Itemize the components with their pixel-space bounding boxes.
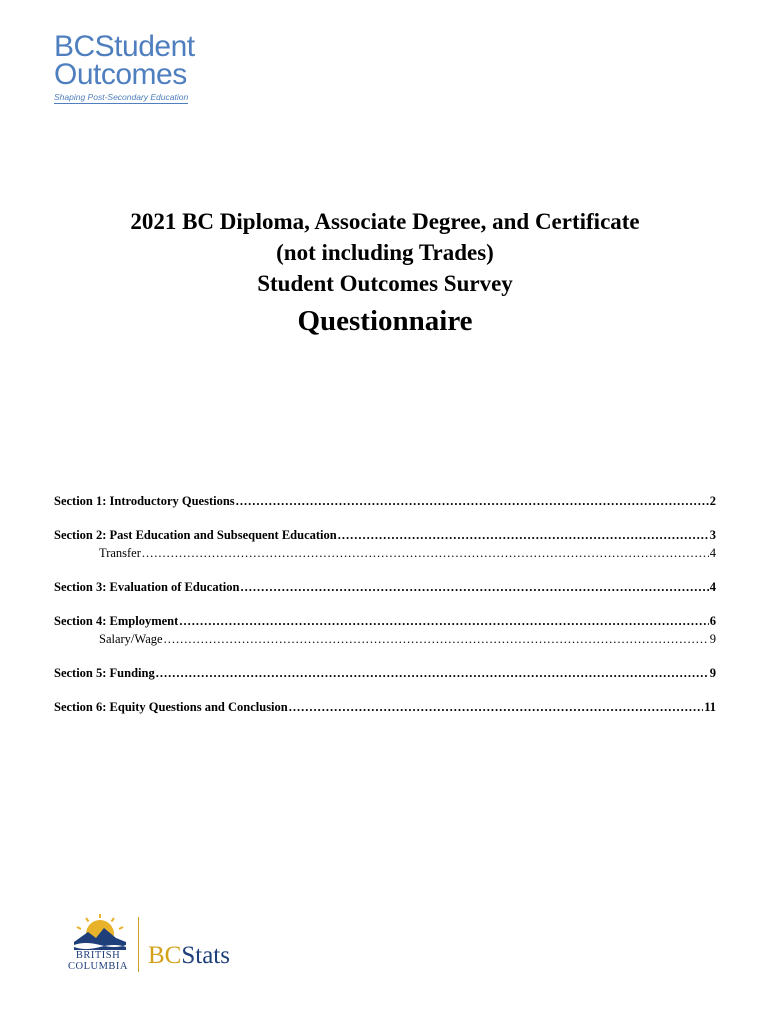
toc-entry-section-6[interactable] xyxy=(54,700,716,718)
toc-entry-label: Section 4: Employment xyxy=(54,614,179,628)
toc-leader-dots xyxy=(164,632,709,647)
title-questionnaire: Questionnaire xyxy=(297,305,473,337)
logo-line-2: Outcomes xyxy=(54,58,187,91)
document-title xyxy=(0,206,770,341)
toc-entry-label: Section 2: Past Education and Subsequent Education xyxy=(54,528,337,542)
table-of-contents xyxy=(54,494,716,718)
title-line-1: 2021 BC Diploma, Associate Degree, and Certificate xyxy=(130,209,640,234)
logo-tagline: Shaping Post-Secondary Education xyxy=(54,92,189,102)
toc-entry-label: Section 6: Equity Questions and Conclusion xyxy=(54,700,288,714)
toc-entry-salary-wage[interactable] xyxy=(54,632,716,650)
toc-page-number: 11 xyxy=(704,700,716,714)
toc-page-number: 9 xyxy=(709,666,716,680)
bc-line-2: COLUMBIA xyxy=(67,961,128,972)
toc-entry-label: Section 5: Funding xyxy=(54,666,155,680)
toc-page-number: 2 xyxy=(709,494,716,508)
toc-page-number: 3 xyxy=(709,528,716,542)
toc-leader-dots xyxy=(338,528,709,543)
bc-stats-logo xyxy=(62,912,252,974)
toc-leader-dots xyxy=(179,614,708,629)
title-line-2: (not including Trades) xyxy=(276,240,494,265)
toc-leader-dots xyxy=(289,700,703,715)
toc-entry-label: Salary/Wage xyxy=(99,632,163,646)
toc-entry-label: Section 3: Evaluation of Education xyxy=(54,580,240,594)
toc-entry-label: Section 1: Introductory Questions xyxy=(54,494,235,508)
bcstats-bc: BC xyxy=(148,942,182,969)
toc-page-number: 4 xyxy=(709,546,716,560)
toc-page-number: 9 xyxy=(709,632,716,646)
toc-page-number: 4 xyxy=(709,580,716,594)
bc-line-1: BRITISH xyxy=(75,950,121,961)
toc-entry-section-3[interactable] xyxy=(54,580,716,598)
toc-entry-section-1[interactable] xyxy=(54,494,716,512)
logo-divider xyxy=(138,917,139,972)
toc-leader-dots xyxy=(236,494,709,509)
toc-entry-label: Transfer xyxy=(99,546,141,560)
toc-leader-dots xyxy=(142,546,709,561)
bc-student-outcomes-logo xyxy=(54,30,204,104)
title-line-3: Student Outcomes Survey xyxy=(257,271,513,296)
toc-entry-section-4[interactable] xyxy=(54,614,716,632)
toc-entry-section-5[interactable] xyxy=(54,666,716,684)
toc-entry-transfer[interactable] xyxy=(54,546,716,564)
british-columbia-wordmark xyxy=(65,950,131,972)
toc-entry-section-2[interactable] xyxy=(54,528,716,546)
british-columbia-sun-mountains-icon xyxy=(70,912,130,950)
toc-leader-dots xyxy=(156,666,709,681)
bcstats-stats: Stats xyxy=(181,942,230,969)
bcstats-wordmark xyxy=(148,942,230,970)
toc-page-number: 6 xyxy=(709,614,716,628)
toc-leader-dots xyxy=(240,580,708,595)
logo-line-1: BCStudent xyxy=(54,30,195,63)
